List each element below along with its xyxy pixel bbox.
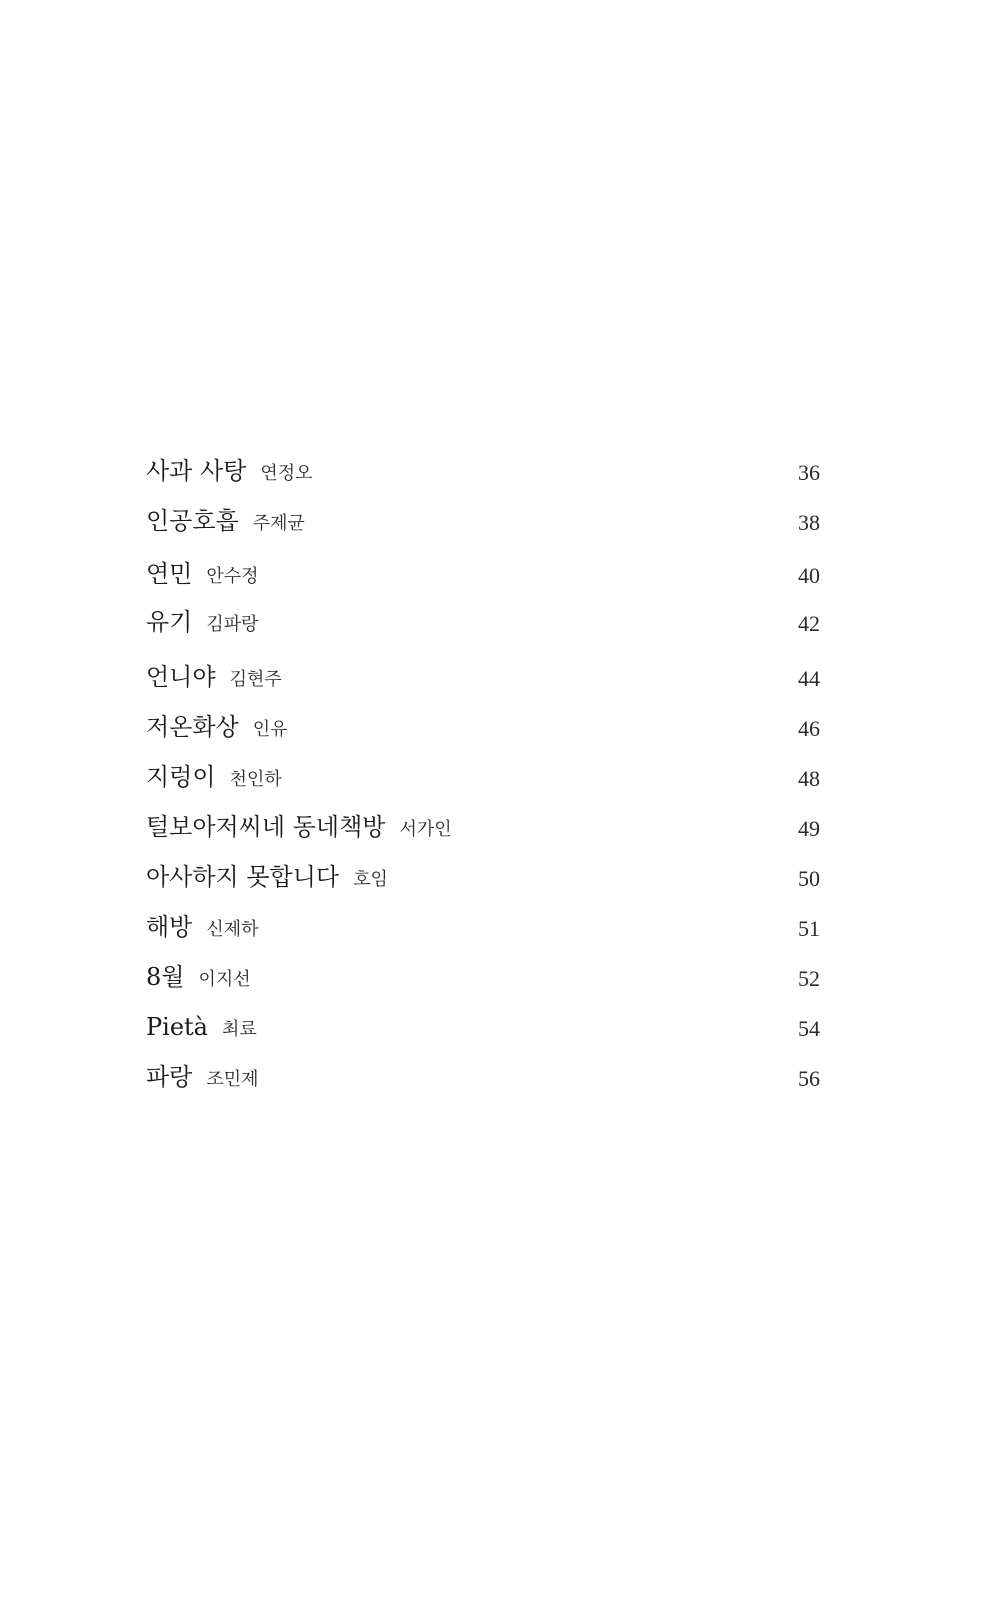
entry-author: 천인하: [229, 769, 282, 790]
entry-author: 안수정: [206, 566, 259, 587]
entry-page-number: 48: [798, 766, 820, 791]
entry-title: 인공호흡 주제균: [146, 507, 305, 535]
toc-entry[interactable]: [146, 711, 820, 747]
entry-author: 주제균: [252, 513, 305, 534]
toc-entry[interactable]: [146, 961, 820, 997]
entry-title: Pietà 최료: [146, 1013, 257, 1041]
entry-page-number: 52: [798, 966, 820, 991]
entry-page-number: 44: [798, 666, 820, 691]
toc-entry[interactable]: [146, 861, 820, 897]
toc-entry[interactable]: [146, 661, 820, 697]
entry-title: 저온화상 인유: [146, 713, 288, 741]
entry-title: 사과 사탕 연정오: [146, 457, 313, 485]
entry-author: 신제하: [206, 919, 259, 940]
toc-entry[interactable]: [146, 761, 820, 797]
toc-entry[interactable]: [146, 455, 820, 491]
entry-author: 호임: [353, 869, 388, 890]
entry-author: 이지선: [198, 969, 251, 990]
entry-author: 서가인: [399, 819, 452, 840]
entry-page-number: 42: [798, 611, 820, 636]
toc-entry[interactable]: [146, 911, 820, 947]
entry-title: 언니야 김현주: [146, 663, 282, 691]
entry-title: 아사하지 못합니다 호임: [146, 863, 388, 891]
entry-page-number: 51: [798, 916, 820, 941]
entry-title: 해방 신제하: [146, 913, 259, 941]
entry-title: 8월 이지선: [146, 963, 251, 991]
entry-author: 김현주: [229, 669, 282, 690]
entry-page-number: 54: [798, 1016, 820, 1041]
entry-page-number: 50: [798, 866, 820, 891]
toc-entry[interactable]: [146, 558, 820, 594]
toc-entry[interactable]: [146, 606, 820, 642]
entry-title: 지렁이 천인하: [146, 763, 282, 791]
toc-entry[interactable]: [146, 811, 820, 847]
toc-entry[interactable]: [146, 505, 820, 541]
entry-page-number: 46: [798, 716, 820, 741]
entry-page-number: 49: [798, 816, 820, 841]
entry-author: 조민제: [206, 1069, 259, 1090]
toc-entry[interactable]: [146, 1011, 820, 1047]
entry-page-number: 36: [798, 460, 820, 485]
entry-page-number: 56: [798, 1066, 820, 1091]
entry-author: 최료: [221, 1019, 257, 1040]
entry-page-number: 40: [798, 563, 820, 588]
entry-title: 연민 안수정: [146, 560, 259, 588]
entry-author: 김파랑: [206, 614, 259, 635]
entry-title: 파랑 조민제: [146, 1063, 259, 1091]
entry-page-number: 38: [798, 510, 820, 535]
entry-title: 털보아저씨네 동네책방 서가인: [146, 813, 452, 841]
toc-entry[interactable]: [146, 1061, 820, 1097]
entry-author: 인유: [252, 719, 288, 740]
entry-title: 유기 김파랑: [146, 608, 259, 636]
entry-author: 연정오: [260, 463, 313, 484]
